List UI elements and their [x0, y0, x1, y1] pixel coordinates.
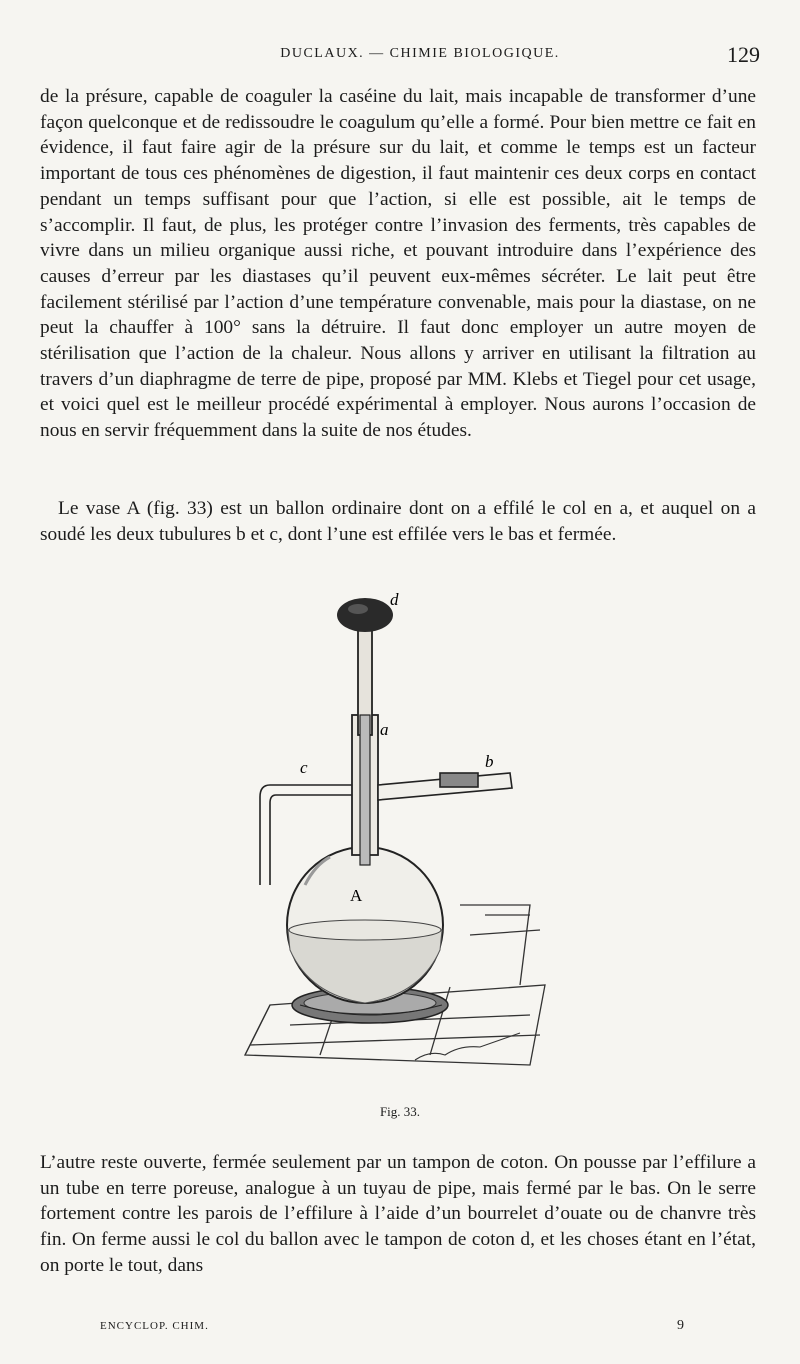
paragraph-2: Le vase A (fig. 33) est un ballon ordinaire dont on a effilé le col en a, et auquel on a soudé les deux tubulures b et c, dont l’une est effilée vers le bas et fermée. [40, 498, 756, 545]
label-c: c [300, 758, 308, 777]
porous-tube [360, 715, 370, 865]
cotton-plug-d [337, 598, 393, 632]
running-head [40, 42, 760, 72]
page-footer [100, 1320, 700, 1340]
paragraph-3: L’autre reste ouverte, fermée seulement par un tampon de coton. On pousse par l’effilure a un tube en terre poreuse, analogue à un tuyau de pipe, mais fermé par le bas. On le serre fortement contre les parois de l’effilure à l’aide d’un bourrelet d’ouate ou de chanvre très fin. On ferme aussi le col du ballon avec le tampon de coton d, et les choses étant en l’état, on porte le tout, dans [40, 1152, 756, 1276]
label-d: d [390, 590, 399, 609]
footer-sheet-number: 9 [677, 1318, 685, 1333]
figure-caption: Fig. 33. [379, 1104, 421, 1119]
page-number: 129 [727, 42, 760, 67]
tube-b [378, 773, 512, 800]
label-A: A [350, 886, 363, 905]
footer-signature: ENCYCLOP. CHIM. [100, 1320, 209, 1332]
figure-33-flask-illustration [230, 585, 560, 1085]
flask-body [287, 847, 443, 1003]
paragraph-1: de la présure, capable de coaguler la caséine du lait, mais incapable de transformer d’une façon quelconque et de redissoudre le coagulum qu’elle a formé. Pour bien mettre ce fait en évidence, il faut faire agir de la présure sur du lait, et comme le temps est un facteur important de tous ces phénomènes de digestion, il faut maintenir ces deux corps en contact pendant un temps suffisant pour que l’action, si elle est possible, ait le temps de s’accomplir. Il faut, de plus, les protéger contre l’invasion des ferments, très capables de vivre dans un milieu organique aussi riche, et pouvant introduire dans l’expérience des causes d’erreur par les diastases qu’il peuvent eux-mêmes sécréter. Le lait peut être facilement stérilisé par l’action d’une température convenable, mais pour la diastase, on ne peut la chauffer à 100° sans la détruire. Il faut donc employer un autre moyen de stérilisation que l’action de la chaleur. Nous allons y arriver en utilisant la filtration au travers d’un diaphragme de terre de pipe, proposé par MM. Klebs et Tiegel pour cet usage, et voici quel est le meilleur procédé expérimental à employer. Nous aurons l’occasion de nous en servir fréquemment dans la suite de nos études. [40, 86, 756, 442]
running-title: DUCLAUX. — CHIMIE BIOLOGIQUE. [280, 46, 560, 61]
label-a: a [380, 720, 389, 739]
label-b: b [485, 752, 494, 771]
